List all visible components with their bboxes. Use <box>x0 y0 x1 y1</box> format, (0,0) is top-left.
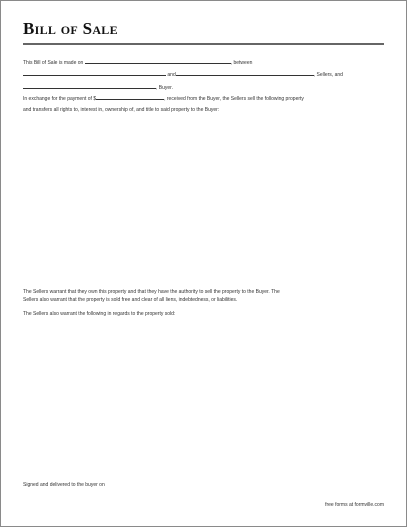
between-label: , between <box>230 60 253 66</box>
signature-line <box>23 482 105 488</box>
buyer-line <box>23 84 384 91</box>
payment-prefix: In exchange for the payment of $ <box>23 96 97 102</box>
exchange-line <box>23 95 384 102</box>
date-line <box>23 59 384 66</box>
seller1-blank[interactable] <box>23 71 166 76</box>
buyer-label: , Buyer. <box>156 85 173 91</box>
date-blank[interactable] <box>85 59 231 64</box>
sellers-label: , Sellers, and <box>313 72 343 78</box>
warrant-line-2: Sellers also warrant that the property is sold free and clear of all liens, indebtedness, or liabilities. <box>23 297 238 303</box>
payment-amount-blank[interactable] <box>96 95 164 100</box>
warrant-line-1: The Sellers warrant that they own this property and that they have the authority to sell the property to the Buyer. The <box>23 289 280 295</box>
sellers-line <box>23 71 384 78</box>
transfer-line: and transfers all rights to, interest in, ownership of, and title to said property to the Buyer: <box>23 107 220 113</box>
and-label: and <box>167 72 176 78</box>
date-prefix: This Bill of Sale is made on <box>23 60 84 66</box>
warrant-line-3: The Sellers also warrant the following in regards to the property sold: <box>23 311 176 317</box>
document-title: Bill of Sale <box>23 19 118 38</box>
payment-suffix: , received from the Buyer, the Sellers sell the following property <box>164 96 304 102</box>
footer-credit: free forms at formville.com <box>325 502 384 508</box>
title-divider <box>23 43 384 45</box>
seller2-blank[interactable] <box>176 71 314 76</box>
buyer-blank[interactable] <box>23 84 156 89</box>
signature-label: Signed and delivered to the buyer on <box>23 482 105 488</box>
